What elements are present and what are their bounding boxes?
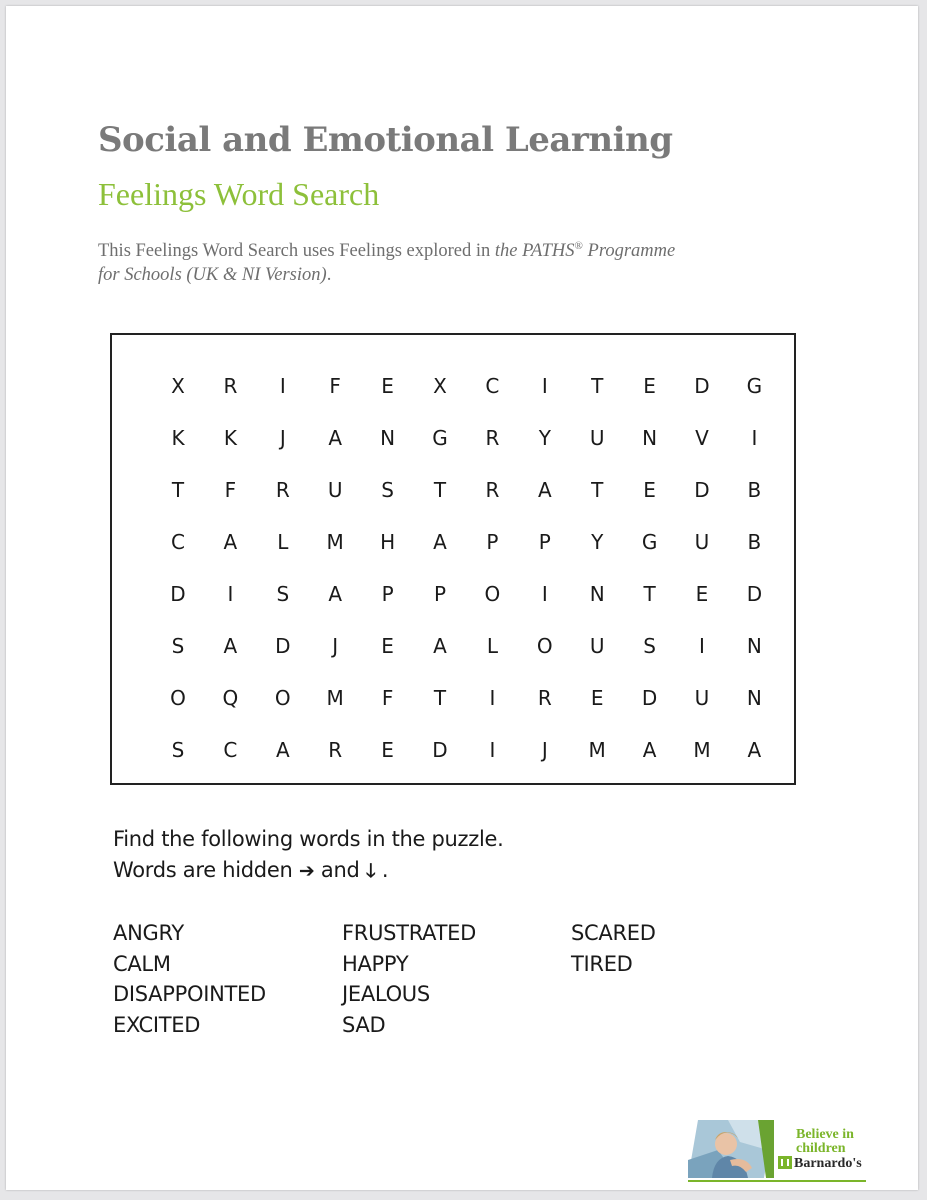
grid-letter: G	[432, 426, 448, 450]
word-item: JEALOUS	[342, 982, 430, 1006]
grid-letter: V	[695, 426, 709, 450]
grid-letter: M	[693, 738, 711, 762]
grid-letter: R	[485, 426, 500, 450]
grid-letter: D	[694, 478, 710, 502]
grid-letter: M	[326, 686, 344, 710]
grid-letter: Q	[222, 686, 239, 710]
grid-letter: F	[329, 374, 341, 398]
grid-letter: J	[541, 738, 548, 762]
grid-letter: S	[171, 634, 185, 658]
grid-row	[112, 371, 794, 401]
grid-letter: M	[326, 530, 344, 554]
grid-letter: I	[279, 374, 286, 398]
grid-letter: R	[485, 478, 500, 502]
word-list-column-2	[342, 918, 476, 1040]
grid-letter: N	[380, 426, 396, 450]
grid-row	[112, 579, 794, 609]
grid-letter: U	[694, 686, 710, 710]
grid-letter: O	[484, 582, 501, 606]
grid-letter: D	[170, 582, 186, 606]
word-item: ANGRY	[113, 921, 184, 945]
grid-letter: O	[274, 686, 291, 710]
grid-letter: A	[223, 530, 238, 554]
grid-letter: N	[589, 582, 605, 606]
grid-letter: G	[746, 374, 763, 398]
grid-letter: T	[433, 686, 447, 710]
grid-letter: F	[381, 686, 394, 710]
grid-letter: R	[537, 686, 552, 710]
grid-letter: E	[381, 374, 394, 398]
word-item: DISAPPOINTED	[113, 982, 266, 1006]
grid-letter: A	[642, 738, 657, 762]
grid-letter: E	[381, 634, 394, 658]
arrow-down-icon: 🡓	[365, 860, 376, 882]
word-item: CALM	[113, 951, 171, 976]
worksheet-page	[6, 6, 918, 1190]
grid-letter: C	[223, 738, 238, 762]
grid-row	[112, 735, 794, 765]
intro-version: for Schools (UK & NI Version)	[98, 265, 327, 286]
intro-text	[98, 234, 818, 287]
grid-letter: O	[536, 634, 553, 658]
grid-row	[112, 527, 794, 557]
word-list-column-3	[571, 918, 656, 979]
grid-letter: M	[588, 738, 606, 762]
word-item: EXCITED	[113, 1012, 201, 1037]
grid-letter: A	[433, 634, 447, 658]
grid-letter: N	[746, 634, 762, 658]
grid-letter: T	[591, 478, 604, 502]
grid-letter: P	[433, 582, 447, 606]
grid-row	[112, 423, 794, 453]
grid-letter: A	[747, 738, 762, 762]
grid-letter: P	[381, 582, 394, 606]
grid-letter: X	[171, 374, 185, 398]
grid-letter: E	[643, 478, 656, 502]
grid-letter: P	[538, 530, 551, 554]
grid-letter: T	[171, 478, 185, 502]
child-photo-icon	[688, 1120, 774, 1178]
grid-letter: O	[170, 686, 186, 710]
word-item: HAPPY	[342, 951, 409, 976]
word-item: FRUSTRATED	[342, 921, 476, 945]
grid-letter: U	[694, 530, 710, 554]
grid-letter: S	[381, 478, 394, 502]
barnardos-logo	[688, 1120, 880, 1184]
grid-letter: N	[746, 686, 762, 710]
grid-letter: C	[171, 530, 185, 554]
grid-letter: U	[327, 478, 343, 502]
grid-letter: H	[380, 530, 396, 554]
grid-letter: U	[589, 426, 605, 450]
grid-letter: L	[486, 634, 498, 658]
registered-mark: ®	[574, 240, 583, 252]
grid-letter: I	[489, 738, 496, 762]
grid-letter: A	[328, 582, 343, 606]
grid-letter: D	[432, 738, 448, 762]
grid-letter: L	[277, 530, 289, 554]
grid-letter: A	[223, 634, 238, 658]
grid-letter: K	[223, 426, 237, 450]
grid-letter: Y	[538, 426, 551, 450]
grid-letter: D	[275, 634, 291, 658]
grid-letter: T	[591, 374, 604, 398]
grid-letter: I	[489, 686, 496, 710]
grid-letter: I	[541, 374, 548, 398]
word-list-column-1	[113, 918, 266, 1040]
grid-letter: N	[642, 426, 658, 450]
word-search-grid	[110, 333, 796, 785]
grid-letter: E	[590, 686, 604, 710]
intro-text-start: This Feelings Word Search uses Feelings explored in	[98, 241, 495, 262]
grid-letter: D	[641, 686, 658, 710]
instructions-period: .	[381, 858, 389, 882]
grid-letter: T	[433, 478, 447, 502]
grid-letter: R	[328, 738, 343, 762]
instructions-line1: Find the following words in the puzzle.	[113, 827, 504, 851]
grid-letter: E	[643, 374, 656, 398]
grid-letter: F	[224, 478, 237, 502]
instructions	[113, 824, 504, 887]
grid-letter: G	[641, 530, 658, 554]
grid-letter: X	[433, 374, 447, 398]
word-item: SCARED	[571, 921, 656, 945]
grid-letter: K	[171, 426, 185, 450]
grid-letter: D	[694, 374, 710, 398]
grid-letter: A	[433, 530, 447, 554]
grid-letter: E	[381, 738, 394, 762]
logo-tagline-line1: Believe in	[796, 1127, 854, 1142]
grid-letter: B	[747, 478, 762, 502]
logo-tagline-line2: children	[796, 1141, 846, 1156]
grid-letter: B	[747, 530, 762, 554]
grid-row	[112, 683, 794, 713]
logo-divider	[688, 1180, 866, 1182]
grid-letter: R	[223, 374, 238, 398]
grid-letter: R	[275, 478, 290, 502]
grid-row	[112, 475, 794, 505]
grid-letter: S	[276, 582, 290, 606]
grid-letter: T	[643, 582, 656, 606]
grid-letter: A	[275, 738, 290, 762]
instructions-hidden-text: Words are hidden	[113, 858, 293, 882]
arrow-right-icon: ➔	[298, 860, 315, 882]
instructions-line2	[113, 855, 504, 887]
grid-letter: P	[486, 530, 499, 554]
grid-letter: S	[643, 634, 656, 658]
logo-brand-name: Barnardo's	[794, 1156, 862, 1171]
grid-letter: J	[332, 634, 339, 658]
grid-letter: E	[695, 582, 709, 606]
grid-row	[112, 631, 794, 661]
grid-letter: C	[485, 374, 500, 398]
logo-brand	[778, 1156, 862, 1172]
grid-letter: A	[537, 478, 552, 502]
grid-letter: A	[328, 426, 343, 450]
grid-letter: I	[541, 582, 548, 606]
grid-letter: Y	[591, 530, 604, 554]
intro-programme-word: Programme	[582, 241, 676, 262]
logo-tagline	[796, 1128, 854, 1156]
grid-letter: U	[589, 634, 605, 658]
grid-letter: J	[279, 426, 286, 450]
grid-letter: D	[746, 582, 763, 606]
page-subtitle: Feelings Word Search	[98, 176, 380, 212]
grid-letter: I	[751, 426, 758, 450]
page-title: Social and Emotional Learning	[98, 120, 673, 160]
intro-programme-name: the PATHS	[494, 241, 575, 262]
barnardos-mark-icon	[778, 1156, 792, 1169]
intro-end: .	[326, 265, 332, 286]
grid-letter: I	[699, 634, 705, 658]
word-item: TIRED	[571, 951, 633, 976]
grid-letter: S	[171, 738, 185, 762]
word-item: SAD	[342, 1012, 386, 1037]
instructions-and: and	[320, 858, 360, 882]
grid-letter: I	[227, 582, 234, 606]
